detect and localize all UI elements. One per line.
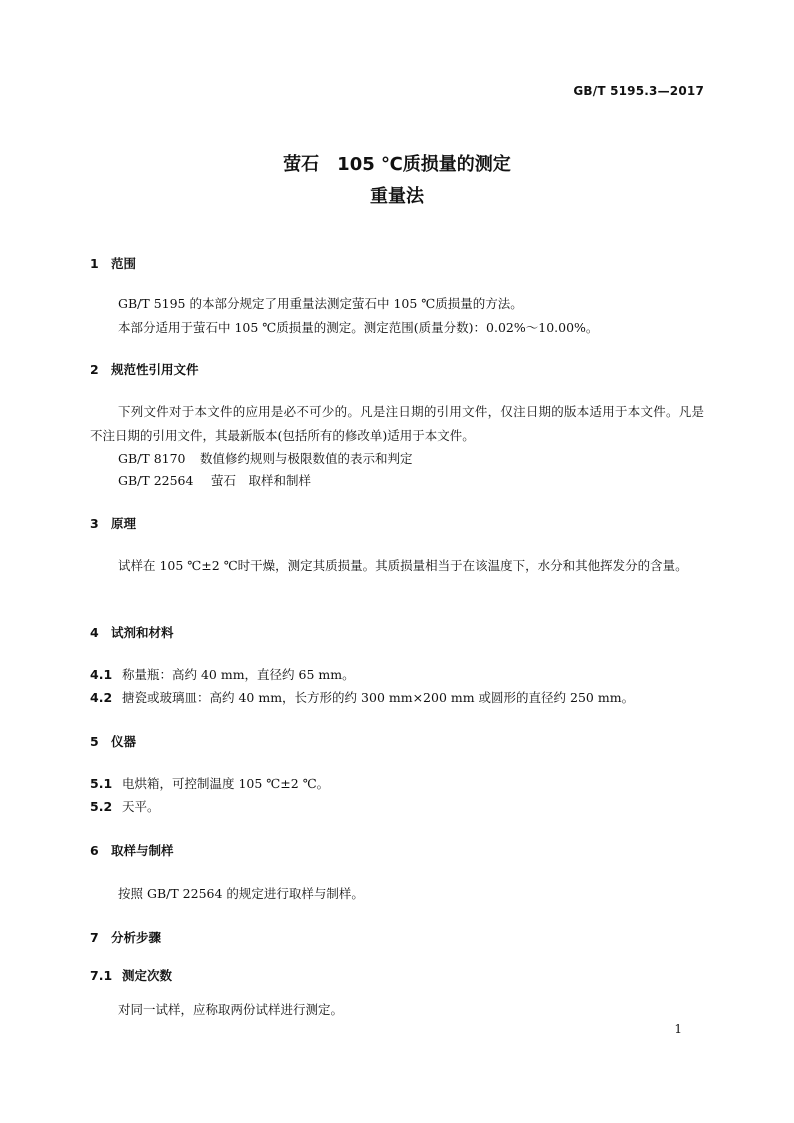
subsection-number: 7.1 [90,968,113,983]
section-1-heading [90,255,136,273]
section-title: 取样与制样 [111,843,174,858]
section-7-heading [90,929,161,947]
subsection-title: 测定次数 [122,968,173,983]
section-number: 2 [90,362,99,377]
section-number: 1 [90,256,99,271]
section-title: 分析步骤 [111,930,162,945]
paragraph: 试样在 105 ℃±2 ℃时干燥，测定其质损量。其质损量相当于在该温度下，水分和其他挥发分的含量。 [118,558,688,573]
section-3-heading [90,515,136,533]
clause-item [90,689,634,707]
paragraph: 下列文件对于本文件的应用是必不可少的。凡是注日期的引用文件，仅注日期的版本适用于本文件。凡是不注日期的引用文件，其最新版本(包括所有的修改单)适用于本文件。 [90,404,704,443]
paragraph: GB/T 5195 的本部分规定了用重量法测定萤石中 105 ℃质损量的方法。 [118,296,523,311]
section-4-heading [90,624,174,642]
reference-code: GB/T 8170 [118,451,186,466]
clause-number: 5.2 [90,799,113,814]
paragraph: 对同一试样，应称取两份试样进行测定。 [118,1002,344,1017]
clause-text: 搪瓷或玻璃皿：高约 40 mm，长方形的约 300 mm×200 mm 或圆形的直径约 250 mm。 [122,690,635,705]
paragraph: 本部分适用于萤石中 105 ℃质损量的测定。测定范围(质量分数)：0.02%～10.00%。 [118,320,599,335]
clause-text: 天平。 [122,799,160,814]
section-title: 试剂和材料 [111,625,174,640]
reference-code: GB/T 22564 [118,473,194,488]
document-code: GB/T 5195.3—2017 [573,84,704,98]
clause-item [90,775,329,793]
document-title: 萤石 105 ℃质损量的测定 [283,154,511,175]
section-title: 范围 [111,256,137,271]
section-number: 3 [90,516,99,531]
section-number: 7 [90,930,99,945]
section-number: 6 [90,843,99,858]
section-title: 规范性引用文件 [111,362,199,377]
section-number: 5 [90,734,99,749]
section-6-heading [90,842,174,860]
reference-item [118,447,718,471]
section-title: 原理 [111,516,137,531]
clause-text: 电烘箱，可控制温度 105 ℃±2 ℃。 [122,776,330,791]
paragraph: 按照 GB/T 22564 的规定进行取样与制样。 [118,886,364,901]
page-number: 1 [674,1022,682,1036]
clause-number: 5.1 [90,776,113,791]
subsection-7-1-heading [90,967,172,985]
section-title: 仪器 [111,734,137,749]
clause-number: 4.2 [90,690,113,705]
clause-text: 称量瓶：高约 40 mm，直径约 65 mm。 [122,667,355,682]
clause-number: 4.1 [90,667,113,682]
section-5-heading [90,733,136,751]
reference-item [118,469,718,493]
reference-name: 萤石 取样和制样 [211,473,312,488]
clause-item [90,666,355,684]
section-number: 4 [90,625,99,640]
reference-name: 数值修约规则与极限数值的表示和判定 [200,451,413,466]
clause-item [90,798,160,816]
document-subtitle: 重量法 [370,186,424,207]
section-2-heading [90,361,199,379]
